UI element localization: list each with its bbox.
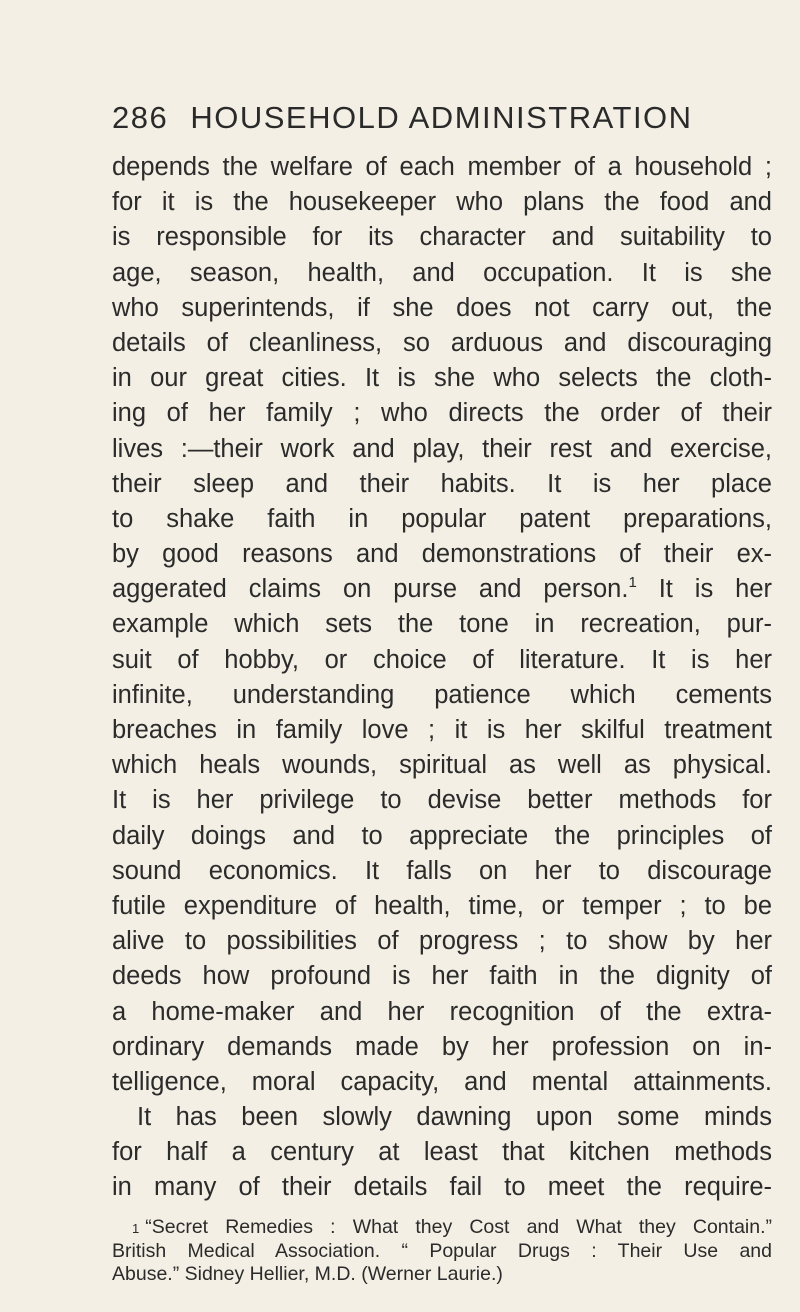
text-line: is responsible for its character and suitability to xyxy=(112,223,772,252)
text-line: a home-maker and her recognition of the extra- xyxy=(112,997,772,1026)
text-line: example which sets the tone in recreation, pur- xyxy=(112,610,772,639)
text-line: in our great cities. It is she who selects the cloth- xyxy=(112,364,772,393)
text-line: futile expenditure of health, time, or temper ; to be xyxy=(112,891,772,920)
text-line: breaches in family love ; it is her skilful treatment xyxy=(112,716,772,744)
text-line: depends the welfare of each member of a household ; xyxy=(112,153,772,181)
page-header xyxy=(112,100,732,136)
footnote-line: Abuse.” Sidney Hellier, M.D. (Werner Laurie.) xyxy=(112,1263,503,1285)
text-line: for it is the housekeeper who plans the food and xyxy=(112,188,772,217)
text-line: age, season, health, and occupation. It is she xyxy=(112,258,772,287)
footnote-line: British Medical Association. “ Popular Drugs : Their Use and xyxy=(112,1239,772,1262)
text-segment: aggerated claims on purse and person. xyxy=(112,575,629,604)
text-line: suit of hobby, or choice of literature. It is her xyxy=(112,645,772,674)
text-line: by good reasons and demonstrations of their ex- xyxy=(112,540,772,569)
text-line-with-footnote xyxy=(112,572,772,607)
text-line: who superintends, if she does not carry out, the xyxy=(112,293,772,322)
text-line: for half a century at least that kitchen methods xyxy=(112,1138,772,1167)
text-line: infinite, understanding patience which cements xyxy=(112,680,772,709)
text-line: their sleep and their habits. It is her place xyxy=(112,469,772,498)
text-line: lives :—their work and play, their rest and exercise, xyxy=(112,434,772,463)
text-line-paragraph-start: It has been slowly dawning upon some minds xyxy=(137,1103,772,1132)
text-line: alive to possibilities of progress ; to show by her xyxy=(112,927,772,956)
footnote-line xyxy=(112,1216,772,1240)
footnote-reference[interactable]: 1 xyxy=(628,574,637,592)
text-line: ing of her family ; who directs the order of their xyxy=(112,399,772,428)
text-line: deeds how profound is her faith in the dignity of xyxy=(112,962,772,991)
text-line: It is her privilege to devise better methods for xyxy=(112,786,772,815)
page-number: 286 xyxy=(112,100,169,135)
text-line: to shake faith in popular patent preparations, xyxy=(112,504,772,533)
text-line: daily doings and to appreciate the principles of xyxy=(112,821,772,850)
text-line: telligence, moral capacity, and mental attainments. xyxy=(112,1067,772,1096)
footnote-text: “Secret Remedies : What they Cost and What they Contain.” xyxy=(145,1216,772,1238)
body-text xyxy=(112,150,772,1206)
running-title: HOUSEHOLD ADMINISTRATION xyxy=(190,100,693,135)
text-line: details of cleanliness, so arduous and discouraging xyxy=(112,328,772,357)
text-line: ordinary demands made by her profession on in- xyxy=(112,1032,772,1061)
text-line: which heals wounds, spiritual as well as physical. xyxy=(112,751,772,780)
text-line: in many of their details fail to meet the require- xyxy=(112,1173,772,1202)
text-segment: It is her xyxy=(636,575,772,604)
footnote-marker: 1 xyxy=(132,1221,140,1236)
text-line: sound economics. It falls on her to discourage xyxy=(112,856,772,885)
footnotes xyxy=(112,1216,772,1287)
